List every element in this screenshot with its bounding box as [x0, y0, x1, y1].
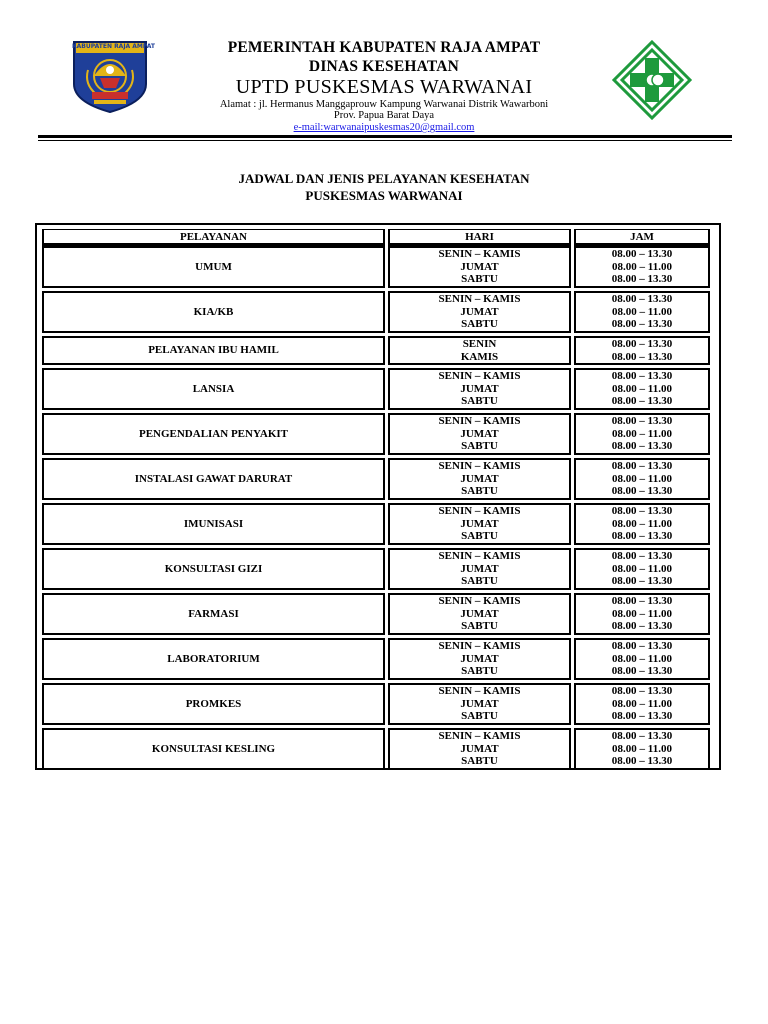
hours-cell	[574, 246, 710, 288]
day-entry: SABTU	[461, 530, 498, 543]
day-entry: SENIN – KAMIS	[438, 505, 521, 518]
hours-cell	[574, 458, 710, 500]
service-name: LANSIA	[192, 382, 235, 395]
service-name: PROMKES	[185, 697, 242, 710]
day-entry: JUMAT	[460, 742, 499, 755]
hour-entry: 08.00 – 13.30	[611, 550, 673, 563]
service-cell	[42, 291, 385, 333]
hour-entry: 08.00 – 13.30	[611, 710, 673, 723]
day-entry: SABTU	[461, 710, 498, 723]
service-name: UMUM	[195, 260, 232, 273]
hour-entry: 08.00 – 13.30	[611, 293, 673, 306]
day-entry: SENIN – KAMIS	[438, 248, 521, 261]
hours-cell	[574, 503, 710, 545]
hour-entry: 08.00 – 13.30	[611, 730, 673, 743]
header-department-line: DINAS KESEHATAN	[308, 58, 460, 75]
hour-entry: 08.00 – 11.00	[612, 697, 672, 710]
service-name: INSTALASI GAWAT DARURAT	[134, 472, 293, 485]
service-cell	[42, 638, 385, 680]
service-cell	[42, 368, 385, 410]
service-name: LABORATORIUM	[167, 652, 260, 665]
day-entry: SENIN – KAMIS	[438, 415, 521, 428]
day-entry: SENIN – KAMIS	[438, 293, 521, 306]
hours-cell	[574, 413, 710, 455]
service-cell	[42, 503, 385, 545]
hour-entry: 08.00 – 13.30	[611, 395, 673, 408]
hour-entry: 08.00 – 11.00	[612, 260, 672, 273]
hour-entry: 08.00 – 11.00	[612, 427, 672, 440]
hour-entry: 08.00 – 13.30	[611, 273, 673, 286]
header-puskesmas-name: UPTD PUSKESMAS WARWANAI	[235, 76, 533, 98]
hour-entry: 08.00 – 13.30	[611, 665, 673, 678]
hour-entry: 08.00 – 11.00	[612, 517, 672, 530]
hour-entry: 08.00 – 13.30	[611, 460, 673, 473]
day-entry: JUMAT	[460, 260, 499, 273]
service-name: KONSULTASI KESLING	[151, 742, 276, 755]
logo-left-caption: KABUPATEN RAJA AMPAT	[72, 43, 156, 50]
letterhead-rule-thick	[38, 135, 732, 138]
hours-column-header: JAM	[574, 229, 710, 243]
day-entry: JUMAT	[460, 607, 499, 620]
day-entry: JUMAT	[460, 472, 499, 485]
service-cell	[42, 683, 385, 725]
service-cell	[42, 336, 385, 365]
hours-cell	[574, 548, 710, 590]
hour-entry: 08.00 – 13.30	[611, 620, 673, 633]
day-entry: JUMAT	[460, 382, 499, 395]
hours-cell	[574, 368, 710, 410]
hour-entry: 08.00 – 13.30	[611, 575, 673, 588]
service-column-header: PELAYANAN	[42, 229, 385, 243]
hour-entry: 08.00 – 13.30	[611, 595, 673, 608]
day-entry: SABTU	[461, 318, 498, 331]
hour-entry: 08.00 – 13.30	[611, 530, 673, 543]
hours-cell	[574, 291, 710, 333]
days-cell	[388, 728, 571, 770]
days-cell	[388, 638, 571, 680]
day-entry: SABTU	[461, 620, 498, 633]
hours-cell	[574, 638, 710, 680]
hour-entry: 08.00 – 11.00	[612, 562, 672, 575]
hour-entry: 08.00 – 11.00	[612, 382, 672, 395]
hour-entry: 08.00 – 13.30	[611, 440, 673, 453]
days-cell	[388, 593, 571, 635]
hour-entry: 08.00 – 13.30	[611, 755, 673, 768]
service-cell	[42, 728, 385, 770]
day-entry: SENIN – KAMIS	[438, 595, 521, 608]
service-cell	[42, 458, 385, 500]
hour-entry: 08.00 – 11.00	[612, 607, 672, 620]
day-entry: SENIN – KAMIS	[438, 640, 521, 653]
hours-cell	[574, 336, 710, 365]
days-cell	[388, 368, 571, 410]
document-subtitle: PUSKESMAS WARWANAI	[305, 188, 463, 203]
days-cell	[388, 503, 571, 545]
days-cell	[388, 413, 571, 455]
days-cell	[388, 291, 571, 333]
day-entry: JUMAT	[460, 517, 499, 530]
document-title: JADWAL DAN JENIS PELAYANAN KESEHATAN	[238, 171, 530, 186]
days-cell	[388, 458, 571, 500]
letterhead-rule-thin	[38, 140, 732, 141]
puskesmas-logo	[612, 40, 692, 120]
day-entry: SABTU	[461, 665, 498, 678]
service-name: FARMASI	[188, 607, 239, 620]
service-cell	[42, 593, 385, 635]
hour-entry: 08.00 – 11.00	[612, 742, 672, 755]
day-entry: JUMAT	[460, 427, 499, 440]
hours-cell	[574, 728, 710, 770]
hour-entry: 08.00 – 13.30	[611, 350, 673, 363]
day-entry: SABTU	[461, 273, 498, 286]
header-email-link[interactable]: e-mail:warwanaipuskesmas20@gmail.com	[293, 122, 475, 133]
day-entry: JUMAT	[460, 652, 499, 665]
header-province: Prov. Papua Barat Daya	[333, 110, 435, 121]
hour-entry: 08.00 – 13.30	[611, 685, 673, 698]
hour-entry: 08.00 – 11.00	[612, 305, 672, 318]
hour-entry: 08.00 – 13.30	[611, 485, 673, 498]
days-cell	[388, 683, 571, 725]
day-entry: JUMAT	[460, 305, 499, 318]
hour-entry: 08.00 – 13.30	[611, 505, 673, 518]
header-government-line: PEMERINTAH KABUPATEN RAJA AMPAT	[227, 39, 541, 56]
day-entry: JUMAT	[460, 697, 499, 710]
day-entry: SABTU	[461, 395, 498, 408]
day-entry: SABTU	[461, 485, 498, 498]
service-cell	[42, 246, 385, 288]
hour-entry: 08.00 – 13.30	[611, 318, 673, 331]
service-name: IMUNISASI	[183, 517, 244, 530]
service-name: PELAYANAN IBU HAMIL	[148, 344, 279, 357]
days-cell	[388, 336, 571, 365]
service-cell	[42, 413, 385, 455]
day-entry: SENIN	[462, 337, 497, 350]
day-entry: SABTU	[461, 575, 498, 588]
service-cell	[42, 548, 385, 590]
service-name: KONSULTASI GIZI	[164, 562, 263, 575]
hour-entry: 08.00 – 11.00	[612, 472, 672, 485]
hour-entry: 08.00 – 13.30	[611, 640, 673, 653]
day-entry: SENIN – KAMIS	[438, 370, 521, 383]
hour-entry: 08.00 – 11.00	[612, 652, 672, 665]
day-entry: SENIN – KAMIS	[438, 685, 521, 698]
days-column-header: HARI	[388, 229, 571, 243]
day-entry: JUMAT	[460, 562, 499, 575]
hours-cell	[574, 593, 710, 635]
day-entry: SENIN – KAMIS	[438, 730, 521, 743]
header-address: Alamat : jl. Hermanus Manggaprouw Kampung Warwanai Distrik Wawarboni	[219, 99, 549, 110]
day-entry: KAMIS	[460, 350, 499, 363]
day-entry: SABTU	[461, 755, 498, 768]
day-entry: SENIN – KAMIS	[438, 550, 521, 563]
hours-cell	[574, 683, 710, 725]
hour-entry: 08.00 – 13.30	[611, 415, 673, 428]
hour-entry: 08.00 – 13.30	[611, 248, 673, 261]
days-cell	[388, 246, 571, 288]
day-entry: SABTU	[461, 440, 498, 453]
day-entry: SENIN – KAMIS	[438, 460, 521, 473]
hour-entry: 08.00 – 13.30	[611, 337, 673, 350]
service-name: PENGENDALIAN PENYAKIT	[138, 427, 289, 440]
hour-entry: 08.00 – 13.30	[611, 370, 673, 383]
service-name: KIA/KB	[193, 305, 234, 318]
days-cell	[388, 548, 571, 590]
